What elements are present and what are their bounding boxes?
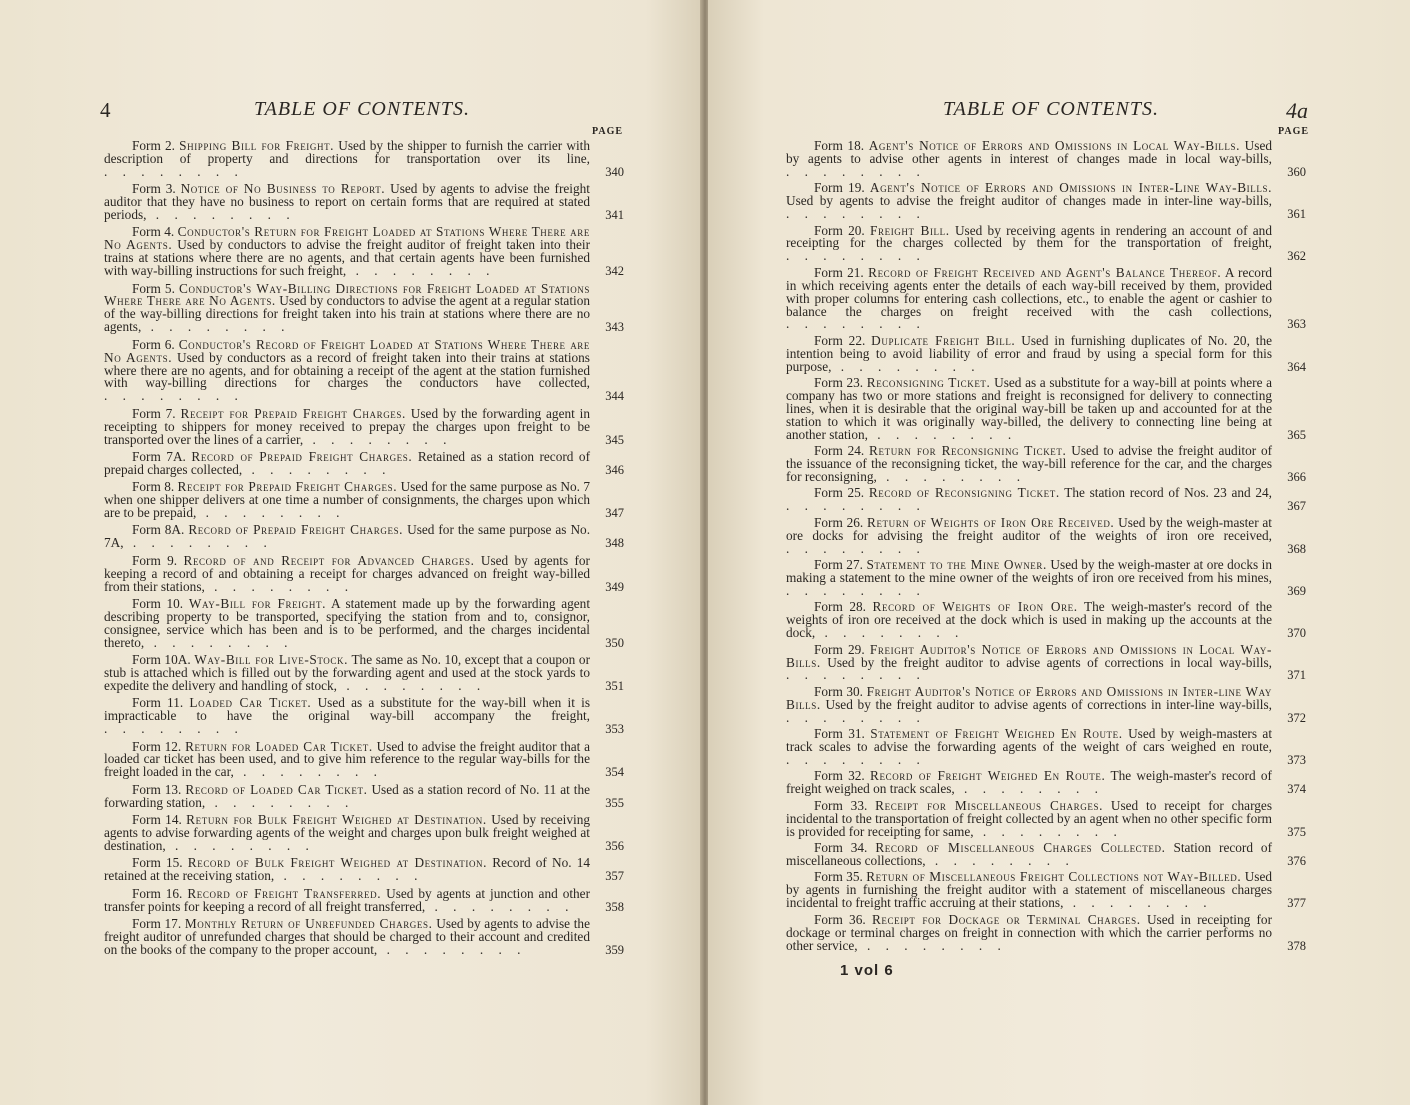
form-number: Form 17. — [132, 915, 182, 931]
leader-dots: . . . . . . . . — [377, 941, 527, 957]
toc-entry — [786, 797, 1306, 839]
toc-entry — [786, 332, 1306, 374]
entry-page-number: 358 — [605, 899, 624, 914]
toc-entry — [786, 871, 1306, 910]
form-heading: Conductor's Record of Freight Loaded at Stations Where There are No Agents. — [104, 336, 590, 365]
toc-entry — [104, 857, 624, 883]
form-description: A record in which receiving agents enter the details of each way-bill received by them, provided with proper columns for entering cash collections, etc., to enable the agent or cashier to balance the charges on freight received with the cash collections, — [786, 264, 1273, 319]
form-heading: Agent's Notice of Errors and Omissions in Inter-Line Way-Bills. — [869, 180, 1272, 196]
form-description: Used by agents for keeping a record of and obtaining a receipt for charges advanced on freight way-billed from their stations, — [104, 552, 590, 594]
form-description: Used by weigh-masters at track scales to advise the forwarding agents of the weight of cars weighed en route, — [786, 726, 1273, 755]
entry-page-number: 357 — [605, 869, 624, 884]
toc-entry — [786, 911, 1306, 953]
leader-dots: . . . . . . . . — [925, 852, 1075, 868]
form-number: Form 13. — [132, 781, 182, 797]
toc-entry — [104, 915, 624, 957]
leader-dots: . . . . . . . . — [205, 794, 355, 810]
leader-dots: . . . . . . . . — [815, 625, 965, 641]
toc-entry — [786, 182, 1306, 221]
leader-dots: . . . . . . . . — [1063, 895, 1213, 911]
form-description: Record of No. 14 retained at the receiving station, — [104, 855, 591, 884]
form-number: Form 21. — [814, 264, 864, 280]
form-description: Used by the weigh-master at ore docks for advising the freight auditor of the weights of iron ore received, — [786, 514, 1272, 543]
toc-entry — [104, 781, 624, 810]
form-heading: Freight Auditor's Notice of Errors and Omissions in Local Way-Bills. — [786, 641, 1273, 670]
leader-dots: . . . . . . . . — [954, 781, 1104, 797]
form-description: Used by receiving agents in rendering an account of and receipting for the charges collected by them for the transportation of freight, — [786, 222, 1272, 251]
leader-dots: . . . . . . . . — [196, 505, 346, 521]
entry-page-number: 376 — [1287, 853, 1306, 868]
form-number: Form 10. — [132, 596, 184, 611]
toc-list — [104, 140, 624, 957]
toc-entry — [786, 728, 1306, 767]
form-description: The weigh-master's record of freight weighed on track scales, — [786, 768, 1272, 797]
form-heading: Receipt for Dockage or Terminal Charges. — [871, 911, 1141, 927]
toc-entry — [786, 559, 1306, 598]
form-heading: Agent's Notice of Errors and Omissions in Local Way-Bills. — [868, 138, 1241, 153]
form-heading: Receipt for Prepaid Freight Charges. — [177, 479, 398, 495]
entry-page-number: 347 — [605, 506, 624, 521]
form-description: Used to advise the freight auditor of the issuance of the reconsigning ticket, the way-bill reference for the car, and the charges for reconsigning, — [786, 443, 1273, 485]
toc-entry — [104, 336, 624, 404]
toc-entry — [786, 140, 1306, 179]
form-number: Form 6. — [132, 336, 175, 352]
form-number: Form 34. — [814, 840, 868, 856]
toc-entry — [104, 448, 624, 477]
form-number: Form 16. — [132, 885, 183, 901]
form-description: Used by receiving agents to advise forwarding agents of the weight and charges upon bulk freight weighed at destination, — [104, 812, 591, 853]
form-description: Used by the freight auditor to advise agents of corrections in inter-line way-bills, — [825, 696, 1273, 712]
form-number: Form 24. — [814, 443, 865, 459]
leader-dots: . . . . . . . . — [786, 667, 926, 683]
page-number: 4a — [1286, 98, 1308, 123]
toc-entry — [786, 487, 1306, 513]
entry-page-number: 364 — [1287, 359, 1306, 374]
form-heading: Loaded Car Ticket. — [189, 695, 312, 711]
leader-dots: . . . . . . . . — [346, 263, 496, 279]
form-number: Form 18. — [814, 138, 865, 153]
toc-entry — [786, 445, 1306, 484]
leader-dots: . . . . . . . . — [786, 751, 926, 767]
form-heading: Freight Auditor's Notice of Errors and Omissions in Inter-line Way Bills. — [786, 683, 1273, 712]
entry-page-number: 369 — [1287, 583, 1306, 598]
form-number: Form 25. — [814, 485, 865, 501]
volume-signature: 1 vol 6 — [840, 962, 894, 979]
form-number: Form 14. — [132, 812, 182, 828]
page-number: 4 — [100, 98, 111, 122]
entry-page-number: 345 — [605, 432, 624, 447]
form-description: Used by agents in furnishing the freight auditor with a statement of miscellaneous charges incidental to freight traffic accruing at their stations, — [786, 869, 1273, 911]
form-heading: Return of Miscellaneous Freight Collections not Way-Billed. — [866, 869, 1242, 885]
form-number: Form 8A. — [132, 522, 185, 538]
leader-dots: . . . . . . . . — [867, 426, 1018, 442]
entry-page-number: 349 — [605, 579, 624, 594]
form-number: Form 22. — [814, 332, 866, 348]
form-number: Form 28. — [814, 599, 866, 615]
form-heading: Return for Loaded Car Ticket. — [185, 738, 373, 754]
toc-list — [786, 140, 1306, 952]
form-description: A statement made up by the forwarding agent describing property to be transported, specifying the station from and to, consignor, consignee, service which has been and is to be performed, and the charges incidental thereto, — [104, 596, 591, 650]
leader-dots: . . . . . . . . — [425, 898, 575, 914]
leader-dots: . . . . . . . . — [144, 634, 294, 650]
leader-dots: . . . . . . . . — [146, 207, 296, 223]
leader-dots: . . . . . . . . — [242, 461, 392, 477]
form-description: Retained as a station record of prepaid charges collected, — [104, 448, 591, 477]
form-number: Form 7. — [132, 405, 176, 421]
form-description: The same as No. 10, except that a coupon or stub is attached which is filled out by the forwarding agent and used at the stock yards to expedite the delivery and handling of stock, — [104, 652, 591, 693]
form-description: Used for the same purpose as No. 7A, — [104, 522, 591, 551]
form-heading: Return for Reconsigning Ticket. — [869, 443, 1067, 459]
form-heading: Record of Loaded Car Ticket. — [185, 781, 368, 797]
form-heading: Duplicate Freight Bill. — [871, 332, 1016, 348]
toc-entry — [104, 552, 624, 594]
form-heading: Receipt for Prepaid Freight Charges. — [180, 405, 406, 421]
form-description: Used by agents to advise the freight auditor of unrefunded charges that should be charged to their account and credited on the books of the company to the proper account, — [104, 915, 590, 957]
left-page-header — [100, 98, 620, 126]
form-description: The station record of Nos. 23 and 24, — [1064, 485, 1272, 501]
leader-dots: . . . . . . . . — [274, 868, 424, 884]
toc-entry — [786, 842, 1306, 868]
form-number: Form 11. — [132, 695, 184, 711]
entry-page-number: 343 — [605, 320, 624, 335]
toc-entry — [104, 481, 624, 520]
leader-dots: . . . . . . . . — [123, 535, 273, 551]
page-column-label: PAGE — [1278, 126, 1310, 137]
form-heading: Freight Bill. — [870, 222, 950, 238]
entry-page-number: 368 — [1287, 541, 1306, 556]
entry-page-number: 366 — [1287, 470, 1306, 485]
form-number: Form 32. — [814, 768, 865, 784]
form-heading: Record of Freight Transferred. — [187, 885, 382, 901]
toc-entry — [104, 814, 624, 853]
form-number: Form 33. — [814, 797, 868, 813]
leader-dots: . . . . . . . . — [876, 469, 1027, 485]
entry-page-number: 348 — [605, 536, 624, 551]
toc-entry — [104, 697, 624, 736]
toc-entry — [104, 405, 624, 447]
form-number: Form 15. — [132, 855, 183, 871]
form-heading: Record of Freight Weighed En Route. — [870, 768, 1106, 784]
toc-entry — [104, 183, 624, 222]
entry-page-number: 359 — [605, 942, 624, 957]
form-number: Form 27. — [814, 557, 863, 573]
leader-dots: . . . . . . . . — [786, 498, 926, 514]
form-heading: Record of Bulk Freight Weighed at Destination. — [187, 855, 488, 871]
form-number: Form 35. — [814, 869, 863, 885]
form-description: Station record of miscellaneous collections, — [786, 840, 1273, 868]
entry-page-number: 350 — [605, 635, 624, 650]
form-heading: Statement of Freight Weighed En Route. — [870, 726, 1123, 742]
leader-dots: . . . . . . . . — [786, 316, 926, 332]
form-description: Used by agents at junction and other transfer points for keeping a record of all freight transferred, — [104, 885, 591, 914]
toc-entry — [786, 641, 1306, 683]
leader-dots: . . . . . . . . — [786, 248, 926, 264]
right-page — [708, 0, 1410, 1105]
form-description: Used in receipting for dockage or terminal charges on freight in connection with which the carrier performs no other service, — [786, 911, 1273, 953]
leader-dots: . . . . . . . . — [786, 540, 926, 556]
entry-page-number: 365 — [1287, 427, 1306, 442]
toc-entry — [786, 514, 1306, 556]
entry-page-number: 342 — [605, 264, 624, 279]
form-heading: Record of Freight Received and Agent's Balance Thereof. — [868, 264, 1222, 280]
form-number: Form 3. — [132, 181, 176, 197]
form-heading: Record of Prepaid Freight Charges. — [188, 522, 404, 538]
leader-dots: . . . . . . . . — [104, 721, 244, 737]
leader-dots: . . . . . . . . — [786, 206, 926, 222]
leader-dots: . . . . . . . . — [104, 163, 244, 179]
entry-page-number: 363 — [1287, 317, 1306, 332]
form-heading: Record of Weights of Iron Ore. — [872, 599, 1078, 615]
form-heading: Conductor's Way-Billing Directions for Freight Loaded at Stations Where There are No Agents. — [104, 280, 590, 309]
form-heading: Record of Miscellaneous Charges Collected. — [875, 840, 1166, 856]
toc-entry — [786, 264, 1306, 332]
left-page — [0, 0, 702, 1105]
entry-page-number: 362 — [1287, 249, 1306, 264]
entry-page-number: 377 — [1287, 896, 1306, 911]
entry-page-number: 340 — [605, 164, 624, 179]
form-heading: Return of Weights of Iron Ore Received. — [866, 514, 1115, 530]
page-column-label: PAGE — [592, 126, 624, 137]
entry-page-number: 370 — [1287, 626, 1306, 641]
form-heading: Reconsigning Ticket. — [866, 375, 991, 391]
leader-dots: . . . . . . . . — [831, 358, 981, 374]
entry-page-number: 361 — [1287, 207, 1306, 222]
entry-page-number: 353 — [605, 722, 624, 737]
toc-entry — [104, 524, 624, 550]
form-heading: Receipt for Miscellaneous Charges. — [875, 797, 1104, 813]
form-number: Form 7A. — [132, 448, 186, 464]
form-heading: Record of and Receipt for Advanced Charges. — [183, 552, 475, 568]
form-heading: Statement to the Mine Owner. — [866, 557, 1047, 573]
leader-dots: . . . . . . . . — [204, 578, 355, 594]
form-number: Form 23. — [814, 375, 864, 391]
form-heading: Way-Bill for Live-Stock. — [194, 652, 349, 668]
entry-page-number: 367 — [1287, 499, 1306, 514]
form-description: Used by agents to advise other agents in interest of changes made in local way-bills, — [786, 138, 1272, 166]
leader-dots: . . . . . . . . — [233, 764, 383, 780]
entry-page-number: 351 — [605, 678, 624, 693]
form-number: Form 5. — [132, 280, 175, 296]
form-description: Used by the forwarding agent in receipting to shippers for money received to prepay the charges upon freight to be transported over the lines of a carrier, — [104, 405, 590, 447]
form-description: Used by conductors as a record of freight taken into their trains at stations where there are no agents, and for obtaining a receipt of the agent at the station furnished with way-billing directions for charges the conductors have collected, — [104, 349, 590, 391]
entry-page-number: 356 — [605, 838, 624, 853]
page-title: TABLE OF CONTENTS. — [254, 98, 470, 120]
form-heading: Monthly Return of Unrefunded Charges. — [184, 915, 433, 931]
form-description: Used by conductors to advise the freight auditor of freight taken into their trains at stations where there are no agents, and that certain agents have been furnished with way-billing instructions for such freight, — [104, 237, 591, 279]
form-description: The weigh-master's record of the weights of iron ore received at the dock which is used in making up the accounts at the dock, — [786, 599, 1273, 641]
form-description: Used by agents to advise the freight auditor of changes made in inter-line way-bills, — [786, 193, 1272, 209]
form-description: Used by agents to advise the freight auditor that they have no business to report on certain forms that are required at stated periods, — [104, 181, 590, 223]
right-page-header — [838, 98, 1308, 126]
entry-page-number: 373 — [1287, 752, 1306, 767]
form-number: Form 19. — [814, 180, 865, 196]
toc-entry — [104, 280, 624, 335]
form-description: Used in furnishing duplicates of No. 20, the intention being to avoid liability of error and fraud by using a special form for this purpose, — [786, 332, 1272, 374]
form-number: Form 30. — [814, 683, 864, 699]
form-description: Used for the same purpose as No. 7 when one shipper delivers at one time a number of consignments, the charges upon which are to be prepaid, — [104, 479, 590, 521]
form-number: Form 26. — [814, 514, 864, 530]
form-description: Used to receipt for charges incidental to the transportation of freight collected by an agent when no other specific form is provided for receipting for same, — [786, 797, 1272, 839]
form-number: Form 31. — [814, 726, 865, 742]
form-description: Used as a substitute for the way-bill when it is impracticable to have the original way-bill accompany the freight, — [104, 695, 590, 724]
form-number: Form 10A. — [132, 652, 191, 668]
form-number: Form 9. — [132, 552, 178, 568]
leader-dots: . . . . . . . . — [165, 837, 315, 853]
page-title: TABLE OF CONTENTS. — [943, 98, 1159, 120]
toc-entry — [104, 738, 624, 780]
form-description: Used by the weigh-master at ore docks in making a statement to the mine owner of the weights of iron ore received from his mines, — [786, 557, 1273, 586]
toc-entry — [786, 601, 1306, 640]
entry-page-number: 375 — [1287, 824, 1306, 839]
form-heading: Record of Reconsigning Ticket. — [868, 485, 1060, 501]
entry-page-number: 355 — [605, 795, 624, 810]
leader-dots: . . . . . . . . — [973, 823, 1123, 839]
entry-page-number: 374 — [1287, 782, 1306, 797]
entry-page-number: 378 — [1287, 938, 1306, 953]
leader-dots: . . . . . . . . — [104, 388, 244, 404]
leader-dots: . . . . . . . . — [141, 319, 291, 335]
toc-entry — [786, 770, 1306, 796]
form-description: Used to advise the freight auditor that a loaded car ticket has been used, and to give him reference to the regular way-bills for the freight loaded in the car, — [104, 738, 591, 780]
form-number: Form 29. — [814, 641, 865, 657]
form-description: Used by the shipper to furnish the carrier with description of property and directions for transportation over its line, — [104, 138, 591, 166]
form-description: Used by conductors to advise the agent at a regular station of the way-billing directions for freight taken into his train at stations where there are no agents, — [104, 293, 590, 335]
toc-entry — [104, 598, 624, 650]
leader-dots: . . . . . . . . — [857, 937, 1007, 953]
toc-entry — [104, 654, 624, 693]
form-number: Form 4. — [132, 224, 175, 240]
form-number: Form 20. — [814, 222, 865, 238]
form-description: Used by the freight auditor to advise agents of corrections in local way-bills, — [827, 654, 1272, 670]
form-number: Form 12. — [132, 738, 182, 754]
form-heading: Notice of No Business to Report. — [180, 181, 386, 197]
leader-dots: . . . . . . . . — [786, 163, 926, 179]
form-heading: Shipping Bill for Freight. — [179, 138, 335, 153]
form-number: Form 2. — [132, 138, 175, 153]
entry-page-number: 372 — [1287, 710, 1306, 725]
toc-entry — [786, 222, 1306, 264]
toc-entry — [786, 377, 1306, 442]
form-number: Form 36. — [814, 911, 866, 927]
form-number: Form 8. — [132, 479, 175, 495]
form-heading: Record of Prepaid Freight Charges. — [191, 448, 413, 464]
form-heading: Way-Bill for Freight. — [188, 596, 326, 611]
entry-page-number: 344 — [605, 389, 624, 404]
entry-page-number: 360 — [1287, 164, 1306, 179]
toc-entry — [104, 885, 624, 914]
leader-dots: . . . . . . . . — [303, 431, 453, 447]
leader-dots: . . . . . . . . — [786, 709, 926, 725]
entry-page-number: 371 — [1287, 668, 1306, 683]
leader-dots: . . . . . . . . — [786, 582, 926, 598]
toc-entry — [104, 140, 624, 179]
leader-dots: . . . . . . . . — [337, 677, 487, 693]
toc-entry — [786, 683, 1306, 725]
form-heading: Conductor's Return for Freight Loaded at Stations Where There are No Agents. — [104, 224, 590, 253]
form-heading: Return for Bulk Freight Weighed at Destination. — [186, 812, 487, 828]
form-description: Used as a substitute for a way-bill at points where a company has two or more stations and freight is reconsigned for delivery to connecting lines, when it is desirable that the original way-bill be taken up and accounted for at the station to which it was originally way-billed, the delivery to connecting line being at another station, — [786, 375, 1273, 442]
toc-entry — [104, 226, 624, 278]
entry-page-number: 346 — [605, 462, 624, 477]
entry-page-number: 354 — [605, 765, 624, 780]
form-description: Used as a station record of No. 11 at the forwarding station, — [104, 781, 590, 810]
entry-page-number: 341 — [605, 208, 624, 223]
